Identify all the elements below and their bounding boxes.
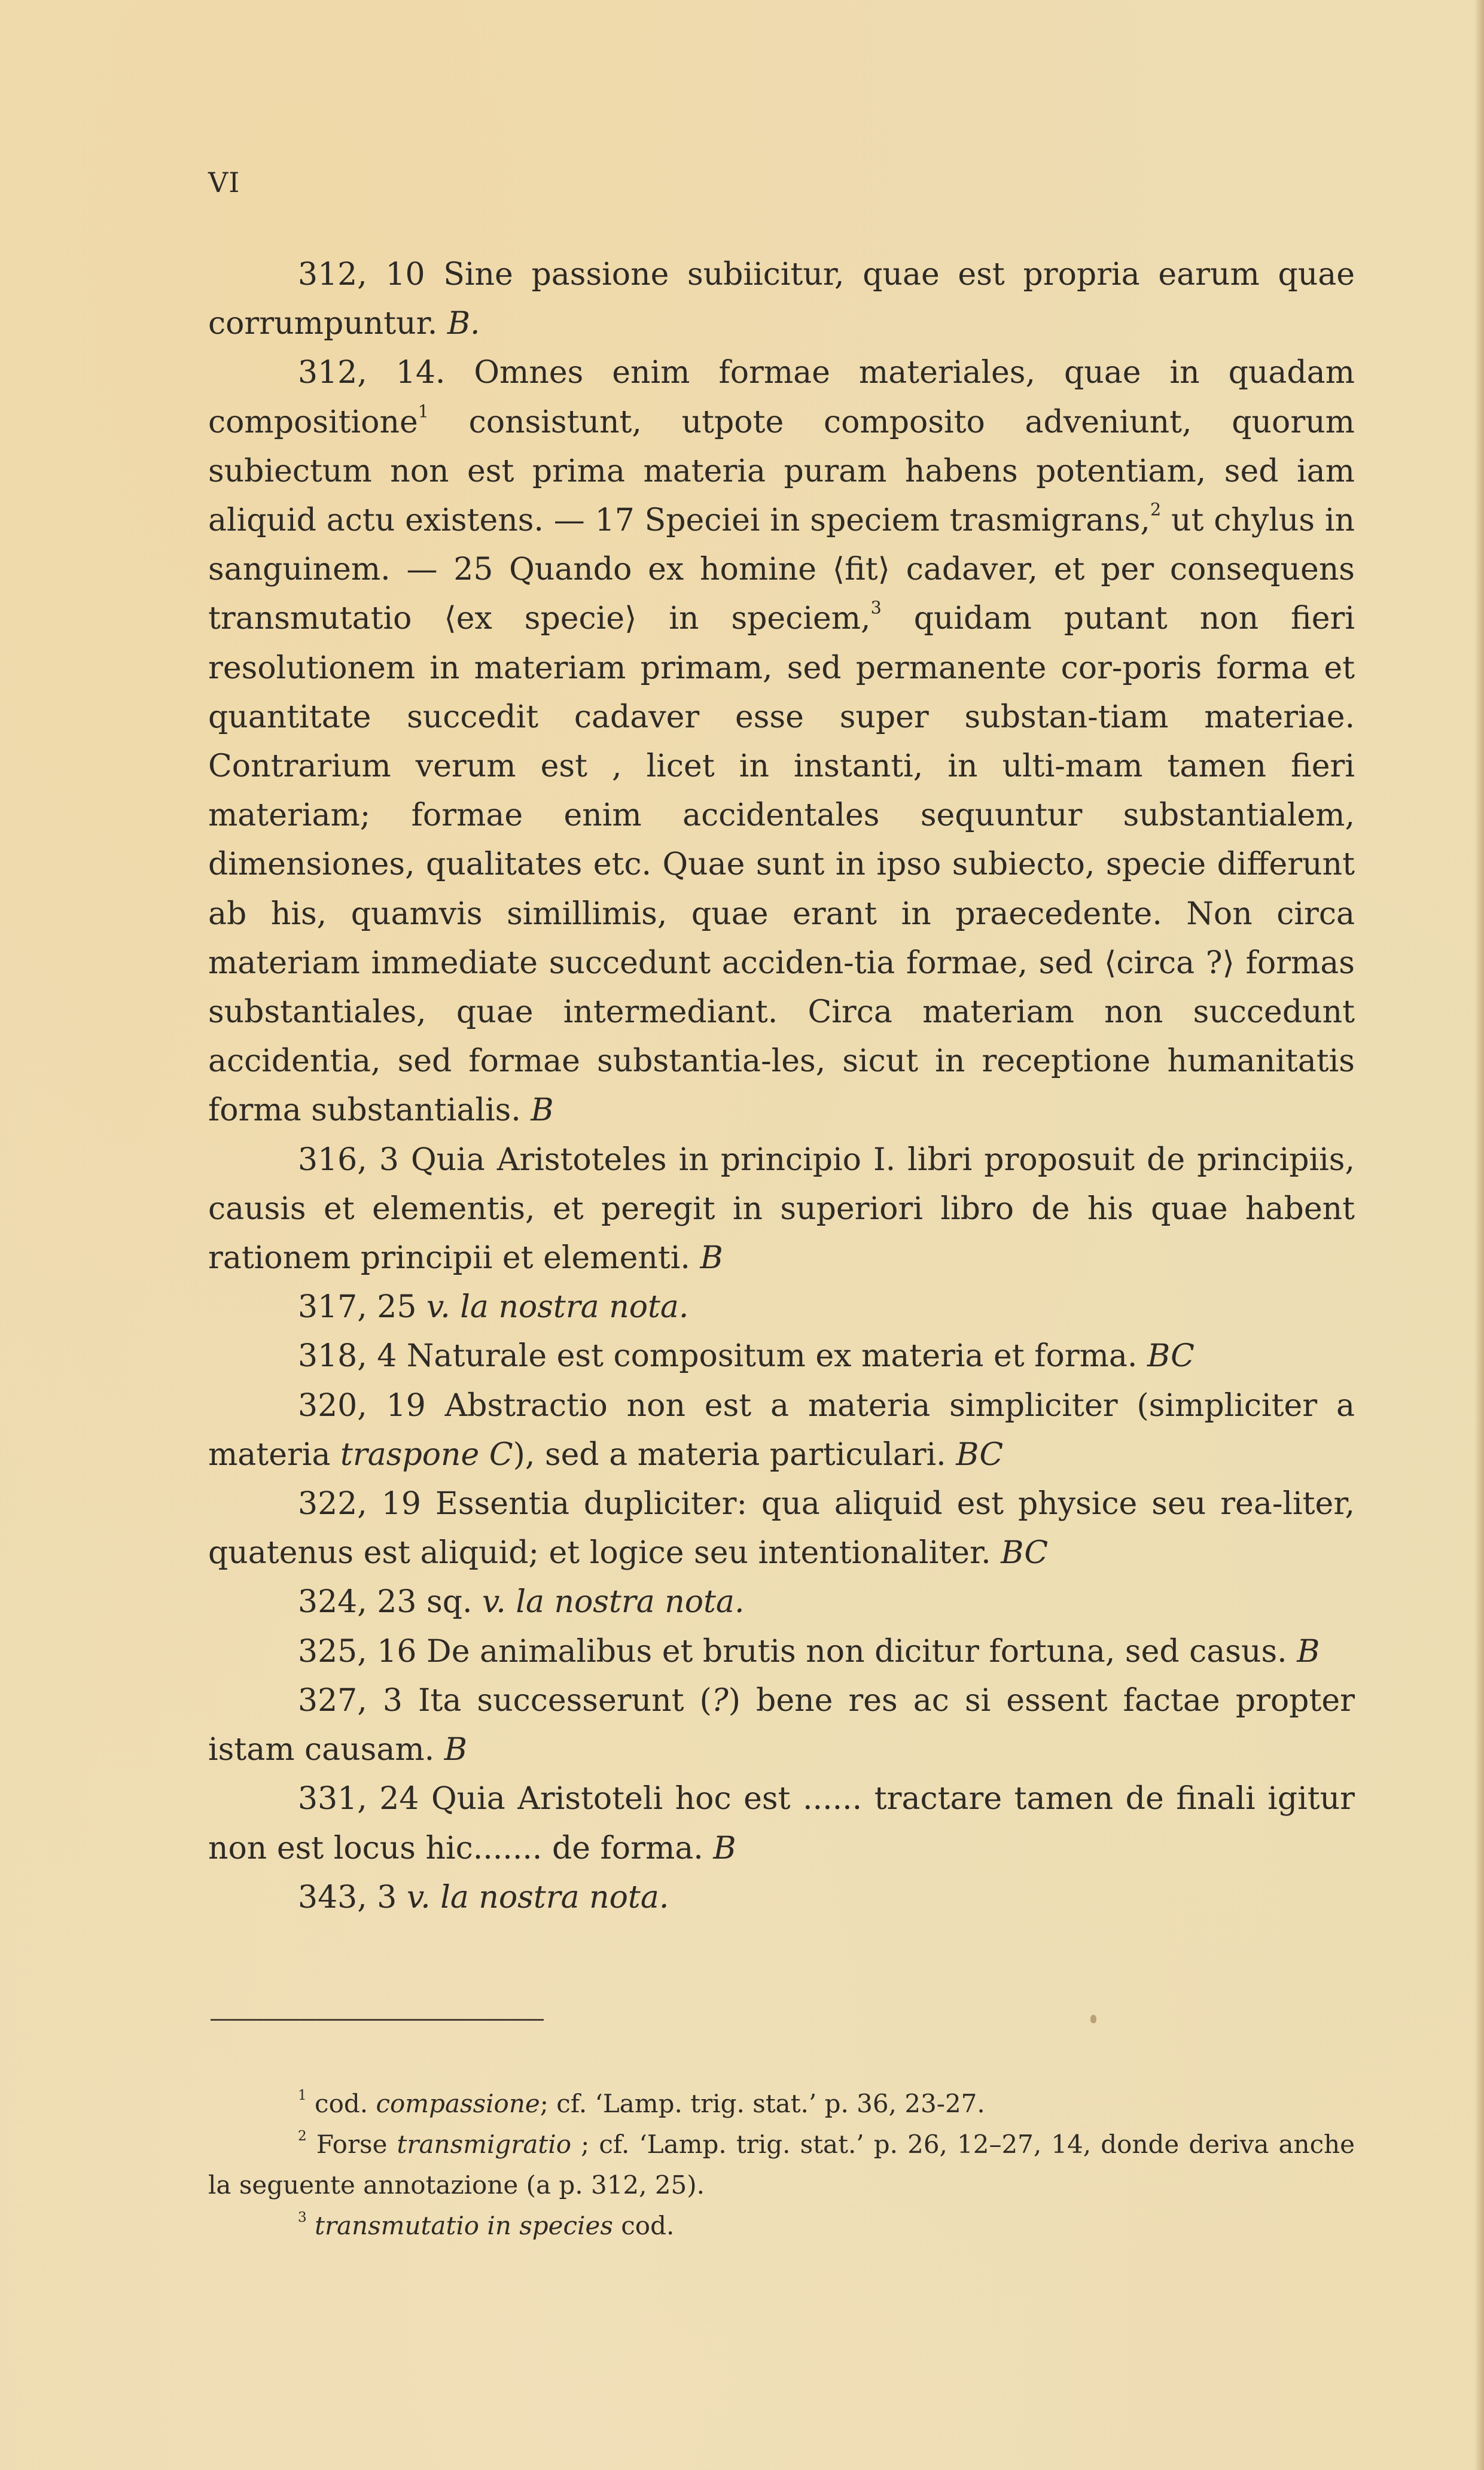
entry-reference: 312, 10: [298, 257, 425, 293]
footnote-separator-rule: [211, 2019, 544, 2021]
footnote-1: [208, 2084, 1355, 2124]
entry-327-3: [208, 1676, 1355, 1774]
italic-text: B: [700, 1240, 723, 1277]
footnote-2: [208, 2124, 1355, 2206]
entry-320-19: [208, 1381, 1355, 1479]
footnote-mark: 3: [298, 2210, 307, 2226]
entry-reference: 324, 23: [298, 1584, 417, 1621]
italic-text: B: [444, 1732, 467, 1768]
italic-text: BC: [1147, 1338, 1194, 1375]
paper-speck: [1090, 2015, 1096, 2023]
footnote-text: transmutatio in species cod.: [315, 2211, 675, 2240]
entry-317-25: [208, 1283, 1355, 1332]
entry-reference: 327, 3: [298, 1682, 403, 1719]
entry-text: Ita successerunt (?) bene res ac si essent factae propter istam causam. B: [208, 1682, 1355, 1768]
italic-text: v. la nostra nota.: [406, 1879, 669, 1915]
entry-reference: 331, 24: [298, 1781, 419, 1817]
entry-text: Abstractio non est a materia simpliciter (simpliciter a materia traspone C), sed a materia particulari. BC: [208, 1387, 1355, 1473]
italic-text: v. la nostra nota.: [482, 1584, 745, 1621]
footnote-3: [208, 2206, 1355, 2246]
italic-text: compassione: [376, 2089, 540, 2118]
entry-reference: 318, 4: [298, 1338, 397, 1375]
entry-text: Quia Aristoteles in principio I. libri proposuit de principiis, causis et elementis, et peregit in superiori libro de his quae habent rationem principii et elementi. B: [208, 1141, 1355, 1277]
notes-body: [208, 250, 1355, 1922]
footnote-text: cod. compassione; cf. ‘Lamp. trig. stat.’ p. 36, 23-27.: [306, 2089, 985, 2118]
entry-text: De animalibus et brutis non dicitur fortuna, sed casus. B: [416, 1633, 1320, 1670]
entry-text: [397, 1880, 669, 1915]
footnote-reference: 3: [870, 597, 882, 618]
entry-312-10: [208, 250, 1355, 348]
page-number: VI: [208, 166, 240, 199]
italic-text: transmutatio in species: [315, 2211, 613, 2240]
footnote-reference: 2: [1150, 499, 1162, 520]
entry-reference: 312, 14.: [298, 355, 446, 391]
italic-text: transmigratio: [397, 2130, 572, 2159]
entry-reference: 343, 3: [298, 1879, 397, 1915]
entry-343-3: [208, 1873, 1355, 1922]
entry-322-19: [208, 1479, 1355, 1577]
entry-reference: 325, 16: [298, 1633, 417, 1670]
entry-reference: 316, 3: [298, 1141, 399, 1178]
entry-reference: 322, 19: [298, 1486, 421, 1522]
italic-text: B.: [447, 306, 480, 342]
entry-text: [416, 1289, 688, 1325]
italic-text: ?: [711, 1682, 729, 1719]
italic-text: B: [531, 1092, 554, 1129]
entry-text: Omnes enim formae materiales, quae in quadam compositione$^1$ consistunt, utpote composito adveniunt, quorum subiectum non est prima materia puram habens potentiam, sed iam aliquid actu existens. — 17 Speciei in speciem trasmigrans,$^2$ ut chylus in sanguinem. — 25 Quando ex homine ⟨fit⟩ cadaver, et per consequens transmutatio ⟨ex specie⟩ in speciem,$^3$ quidam putant non fieri resolutionem in materiam primam, sed permanente cor-poris forma et quantitate succedit cadaver esse super substan-tiam materiae. Contrarium verum est , licet in instanti, in ulti-mam tamen fieri materiam; formae enim accidentales sequuntur substantialem, dimensiones, qualitates etc. Quae sunt in ipso subiecto, specie differunt ab his, quamvis simillimis, quae erant in praecedente. Non circa materiam immediate succedunt acciden-tia formae, sed ⟨circa ?⟩ formas substantiales, quae intermediant. Circa materiam non succedunt accidentia, sed formae substantia-les, sicut in receptione humanitatis forma substantialis. B: [208, 355, 1355, 1129]
italic-text: BC: [1001, 1535, 1049, 1571]
italic-text: v. la nostra nota.: [426, 1289, 689, 1326]
entry-316-3: [208, 1135, 1355, 1283]
footnote-mark: 1: [298, 2088, 307, 2104]
italic-text: traspone C: [340, 1436, 513, 1473]
entry-text: Essentia dupliciter: qua aliquid est physice seu rea-liter, quatenus est aliquid; et logice seu intentionaliter. BC: [208, 1486, 1355, 1571]
italic-text: B: [713, 1830, 736, 1866]
entry-text: Naturale est compositum ex materia et forma. BC: [397, 1338, 1194, 1375]
footnotes: [208, 2084, 1355, 2246]
entry-text: Quia Aristoteli hoc est ...... tractare tamen de finali igitur non est locus hic....... de forma. B: [208, 1781, 1355, 1866]
entry-324-23: [208, 1577, 1355, 1627]
footnote-text: Forse transmigratio ; cf. ‘Lamp. trig. stat.’ p. 26, 12–27, 14, donde deriva anche la seguente annotazione (a p. 312, 25).: [208, 2130, 1355, 2200]
footnote-reference: 1: [418, 400, 429, 421]
entry-325-16: [208, 1627, 1355, 1676]
footnote-mark: 2: [298, 2128, 307, 2145]
entry-text: sq. v. la nostra nota.: [416, 1584, 745, 1621]
entry-312-14: [208, 348, 1355, 1135]
entry-reference: 317, 25: [298, 1289, 417, 1326]
entry-reference: 320, 19: [298, 1387, 426, 1424]
entry-text: Sine passione subiicitur, quae est propria earum quae corrumpuntur. B.: [208, 257, 1355, 342]
italic-text: BC: [956, 1436, 1004, 1473]
entry-318-4: [208, 1332, 1355, 1381]
entry-331-24: [208, 1774, 1355, 1872]
page-edge-shadow: [1474, 0, 1484, 2470]
italic-text: B: [1297, 1633, 1320, 1670]
